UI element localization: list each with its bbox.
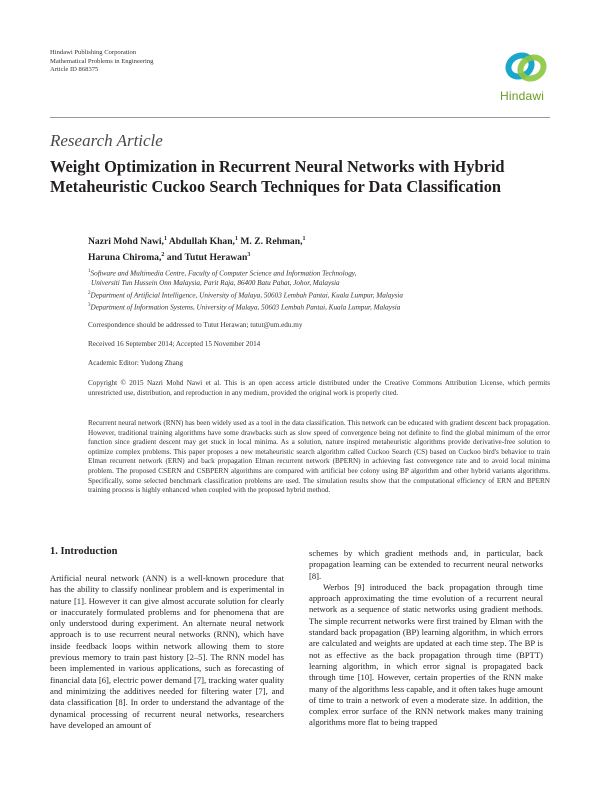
author-name: Nazri Mohd Nawi,: [88, 236, 164, 248]
affiliation-number: 3: [88, 302, 91, 308]
article-title: [50, 157, 560, 197]
author-affiliation-mark: 1: [163, 236, 167, 242]
author-affiliation-mark: 3: [247, 251, 251, 258]
correspondence-note: Correspondence should be addressed to Tutut Herawan; tutut@um.edu.my: [88, 321, 303, 329]
author-line-2: [88, 249, 305, 265]
hindawi-logo-icon: [494, 46, 562, 90]
author-name: Haruna Chiroma,: [88, 251, 162, 263]
article-id: Article ID 868375: [50, 66, 99, 74]
section-heading: 1. Introduction: [50, 546, 118, 557]
author-affiliation-mark: 1: [302, 236, 306, 242]
academic-editor: Academic Editor: Yudong Zhang: [88, 359, 183, 367]
affiliation-text: Department of Artificial Intelligence, University of Malaya, 50603 Lembah Pantai, Kuala Lumpur, Malaysia: [90, 290, 403, 299]
publisher-name: Hindawi Publishing Corporation: [50, 49, 137, 56]
received-accepted-dates: Received 16 September 2014; Accepted 15 November 2014: [88, 340, 261, 348]
body-column-left: [50, 573, 284, 731]
author-name: Abdullah Khan,: [168, 236, 235, 248]
author-line-1: [88, 233, 305, 249]
body-paragraph: Artificial neural network (ANN) is a well-known procedure that has the ability to classify nonlinear problem and is experimental in nature [1]. However it can give almost accurate solution for clearly or inaccurately formulated problems and for phenomena that are only understood during experiment. An alternate neural network approach is to use recurrent neural networks (RNN), which have inside feedback loops within network allowing them to store previous memory to train past history [2–5]. The RNN model has been implemented in various applications, such as forecasting of financial data [6], electric power demand [7], tracking water quality and minimizing the additives needed for filtering water [7], and data classification [8]. In order to understand the advantage of the dynamical processing of recurrent neural networks, researchers have developed an amount of: [50, 573, 284, 730]
header-divider: [50, 117, 550, 118]
body-paragraph: Werbos [9] introduced the back propagation through time approach approximating the time evolution of a recurrent neural network as a sequence of static networks using gradient methods. The simple recurrent networks were first trained by Elman with the standard back propagation (BP) learning algorithm, in which errors are calculated and weights are updated at each time step. The BP is not as effective as the back propagation through time (BPTT) learning algorithm, in which error signal is propagated back through time [10]. However, certain properties of the RNN make many of the algorithms less capable, and it often takes huge amount of time to train a network of even a moderate size. In addition, the complex error surface of the RNN network makes many training algorithms more flat to being trapped: [309, 581, 543, 728]
author-name: M. Z. Rehman,: [240, 236, 303, 248]
affiliation-text: Universiti Tun Hussein Onn Malaysia, Parit Raja, 86400 Batu Pahat, Johor, Malaysia: [91, 278, 340, 287]
journal-info: [50, 49, 153, 75]
author-name: and Tutut Herawan: [166, 251, 248, 263]
affiliations: [88, 267, 403, 313]
affiliation-number: 2: [88, 290, 91, 296]
logo-wordmark: Hindawi: [500, 89, 545, 103]
affiliation-number: 1: [88, 269, 91, 274]
affiliation-line: [88, 279, 403, 289]
affiliation-text: Department of Information Systems, University of Malaya, 50603 Lembah Pantai, Kuala Lumpur, Malaysia: [90, 302, 401, 311]
author-affiliation-mark: 2: [161, 251, 165, 258]
article-type: Research Article: [50, 131, 163, 150]
affiliation-line: [88, 289, 403, 301]
title-line-1: Weight Optimization in Recurrent Neural Networks with Hybrid: [50, 157, 505, 176]
title-line-2: Metaheuristic Cuckoo Search Techniques for Data Classification: [50, 177, 502, 196]
affiliation-line: [88, 301, 403, 313]
body-column-right: [309, 548, 543, 729]
affiliation-line: [88, 267, 403, 279]
author-affiliation-mark: 1: [234, 236, 238, 242]
affiliation-text: Software and Multimedia Centre, Faculty of Computer Science and Information Technology,: [90, 269, 357, 278]
author-list: [88, 233, 305, 264]
journal-name: Mathematical Problems in Engineering: [50, 57, 154, 65]
abstract-text: Recurrent neural network (RNN) has been widely used as a tool in the data classification. This network can be educated with gradient descent back propagation. However, traditional training algorithms have some drawbacks such as slow speed of convergence being not definite to find the global minimum of the error function since gradient descent may get stuck in local minima. As a solution, nature inspired metaheuristic algorithms provide derivative-free solution to optimize complex problems. This paper proposes a new metaheuristic search algorithm called Cuckoo Search (CS) based on Cuckoo bird's behavior to train Elman recurrent network (ERN) and back propagation Elman recurrent network (BPERN) in achieving fast convergence rate and to avoid local minima problem. The proposed CSERN and CSBPERN algorithms are compared with artificial bee colony using BP algorithm and other hybrid variants algorithms. Specifically, some selected benchmark classification problems are used. The simulation results show that the computational efficiency of ERN and BPERN training process is highly enhanced when coupled with the proposed hybrid method.: [88, 419, 550, 495]
body-paragraph: schemes by which gradient methods and, in particular, back propagation learning can be extended to recurrent neural networks [8].: [309, 548, 543, 581]
copyright-notice: Copyright © 2015 Nazri Mohd Nawi et al. This is an open access article distributed under the Creative Commons Attribution License, which permits unrestricted use, distribution, and reproduction in any medium, provided the original work is properly cited.: [88, 379, 550, 397]
hindawi-logo: [494, 46, 562, 106]
